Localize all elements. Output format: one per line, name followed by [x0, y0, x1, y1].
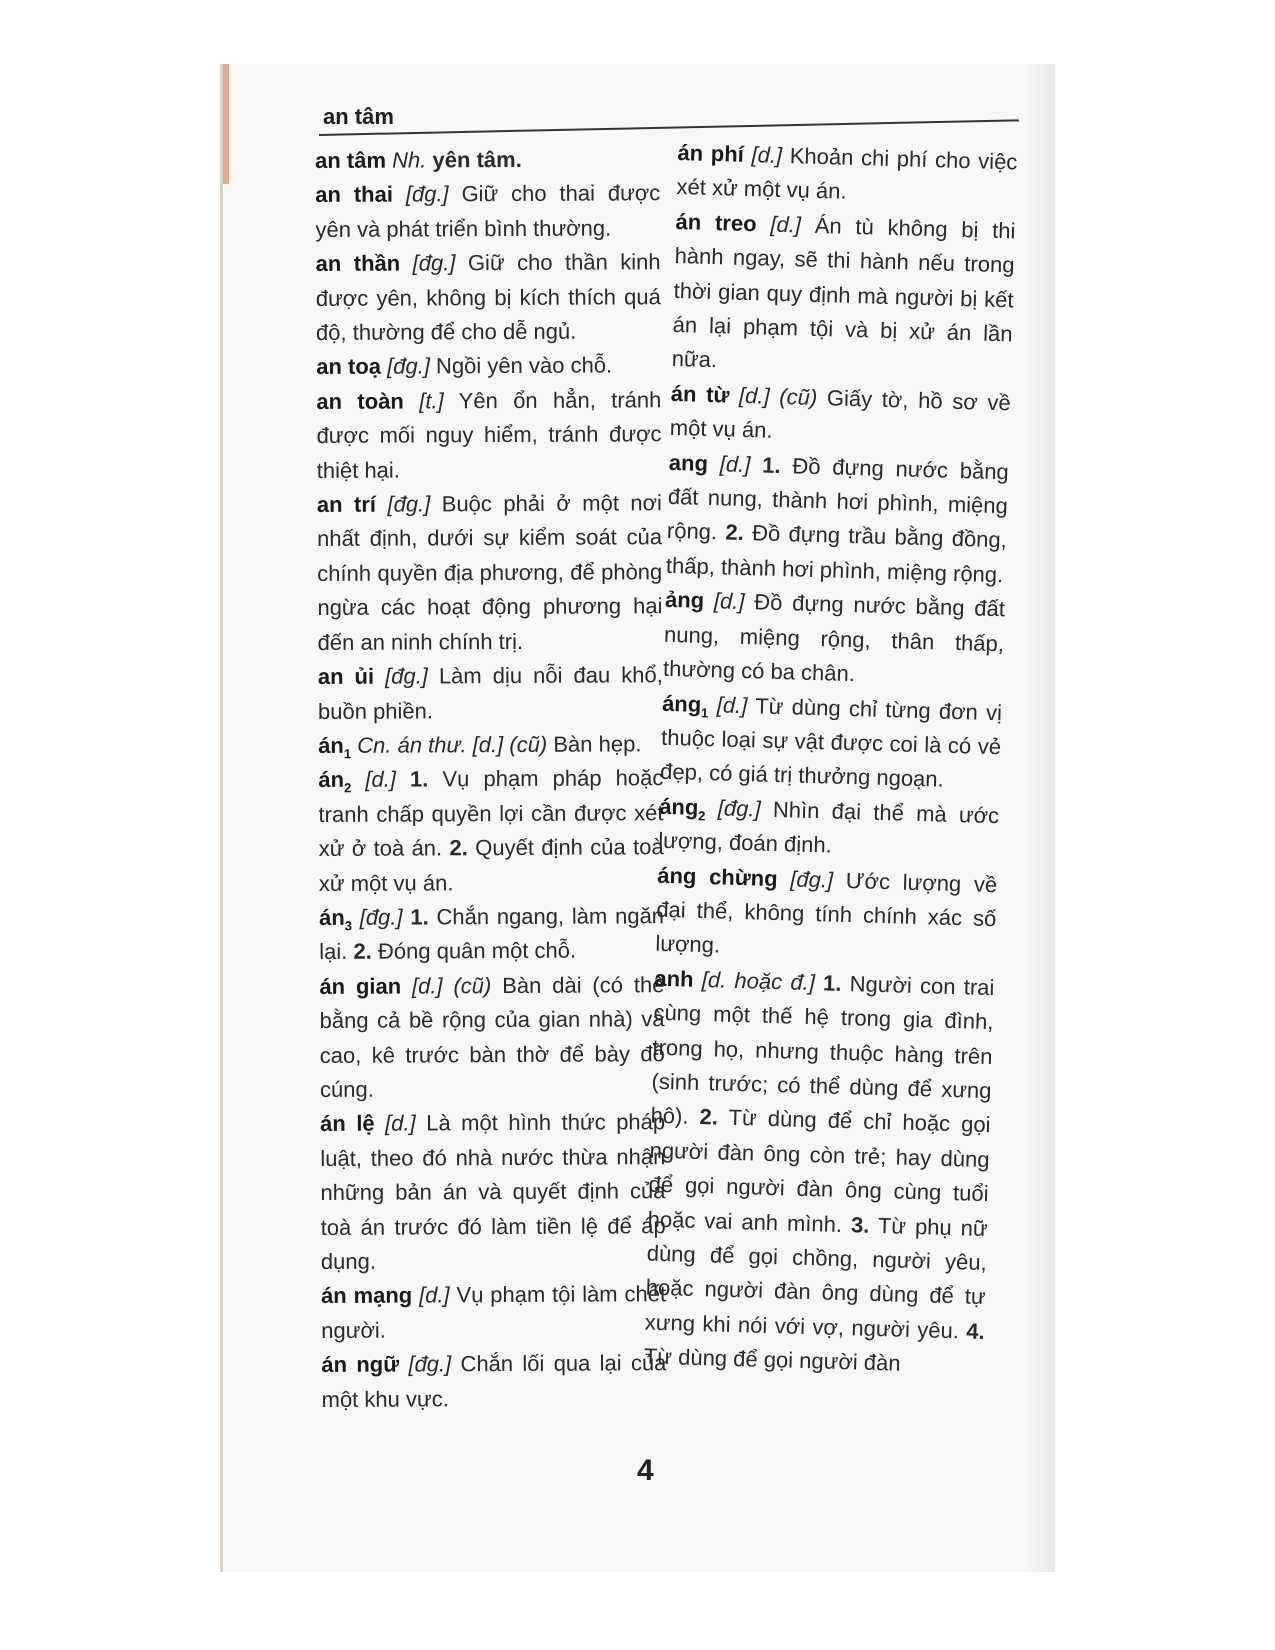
- running-head: an tâm: [323, 104, 394, 129]
- dictionary-page: [220, 64, 1055, 1572]
- dictionary-entry: an tâm Nh. yên tâm.: [315, 146, 522, 173]
- dictionary-entry: án gian [d.] (cũ) Bàn dài (có thể bằng cả bề rộng của gian nhà) và cao, kê trước bàn thờ để bày đồ cúng.: [319, 971, 665, 1102]
- right-column: [643, 136, 1017, 1384]
- dictionary-entry: án mạng [d.] Vụ phạm tội làm chết người.: [320, 1281, 667, 1343]
- dictionary-entry: áng chừng [đg.] Ước lượng về đại thể, không tính chính xác số lượng.: [655, 862, 998, 958]
- dictionary-entry: $án_3$ [đg.] 1. Chắn ngang, làm ngăn lại. 2. Đóng quân một chỗ.: [318, 903, 665, 965]
- dictionary-entry: án ngữ [đg.] Chắn lối qua lại của một khu vực.: [321, 1350, 667, 1412]
- dictionary-entry: anh [d. hoặc đ.] 1. Người con trai cùng một thế hệ trong gia đình, trong họ, nhưng thuộc hàng trên (sinh trước; có thể dùng để xưng hô). 2. Từ dùng để chỉ hoặc gọi người đàn ông còn trẻ; hay dùng để gọi người đàn ông cùng tuổi hoặc vai anh mình. 3. Từ phụ nữ dùng để gọi chồng, người yêu, hoặc người đàn ông dùng để tự xưng khi nói với vợ, người yêu. 4. Từ dùng để gọi người đàn: [643, 965, 995, 1376]
- dictionary-entry: ảng [d.] Đồ đựng nước bằng đất nung, miệng rộng, thân thấp, thường có ba chân.: [662, 587, 1006, 687]
- dictionary-entry: an thai [đg.] Giữ cho thai được yên và phát triển bình thường.: [315, 180, 661, 242]
- dictionary-entry: án từ [d.] (cũ) Giấy tờ, hồ sơ về một vụ án.: [669, 380, 1012, 443]
- left-column: [315, 142, 667, 1417]
- dictionary-entry: an toàn [t.] Yên ổn hẳn, tránh được mối nguy hiểm, tránh được thiệt hại.: [316, 387, 662, 483]
- dictionary-entry: $án_1$ Cn. án thư. [d.] (cũ) Bàn hẹp.: [318, 731, 642, 762]
- header-rule: [319, 119, 1019, 136]
- dictionary-entry: án phí [d.] Khoản chi phí cho việc xét xử một vụ án.: [676, 139, 1018, 205]
- dictionary-entry: an ủi [đg.] Làm dịu nỗi đau khổ, buồn phiền.: [317, 662, 663, 724]
- dictionary-entry: án lệ [d.] Là một hình thức pháp luật, theo đó nhà nước thừa nhận những bản án và quyết định của toà án trước đó làm tiền lệ để áp dụng.: [320, 1109, 666, 1274]
- dictionary-entry: ang [d.] 1. Đồ đựng nước bằng đất nung, thành hơi phình, miệng rộng. 2. Đồ đựng trầu bằng đồng, thấp, thành hơi phình, miệng rộng.: [665, 449, 1010, 588]
- dictionary-entry: an toạ [đg.] Ngồi yên vào chỗ.: [316, 352, 613, 380]
- dictionary-entry: an thần [đg.] Giữ cho thần kinh được yên, không bị kích thích quá độ, thường để cho dễ ngủ.: [315, 249, 661, 346]
- dictionary-entry: an trí [đg.] Buộc phải ở một nơi nhất định, dưới sự kiểm soát của chính quyền địa phương, để phòng ngừa các hoạt động phương hại đến an ninh chính trị.: [316, 490, 663, 655]
- dictionary-entry: áng$_1$ [d.] Từ dùng chỉ từng đơn vị thuộc loại sự vật được coi là có vẻ đẹp, có giá trị thưởng ngoạn.: [659, 690, 1003, 792]
- dictionary-entry: $án_2$ [d.] 1. Vụ phạm pháp hoặc tranh chấp quyền lợi cần được xét xử ở toà án. 2. Quyết định của toà xử một vụ án.: [318, 765, 664, 896]
- dictionary-entry: án treo [d.] Án tù không bị thi hành ngay, sẽ thi hành nếu trong thời gian quy định mà người bị kết án lại phạm tội và bị xử án lần nữa.: [671, 208, 1016, 373]
- page-number: 4: [637, 1454, 654, 1487]
- dictionary-entry: áng$_2$ [đg.] Nhìn đại thể mà ước lượng, đoán định.: [657, 793, 1000, 858]
